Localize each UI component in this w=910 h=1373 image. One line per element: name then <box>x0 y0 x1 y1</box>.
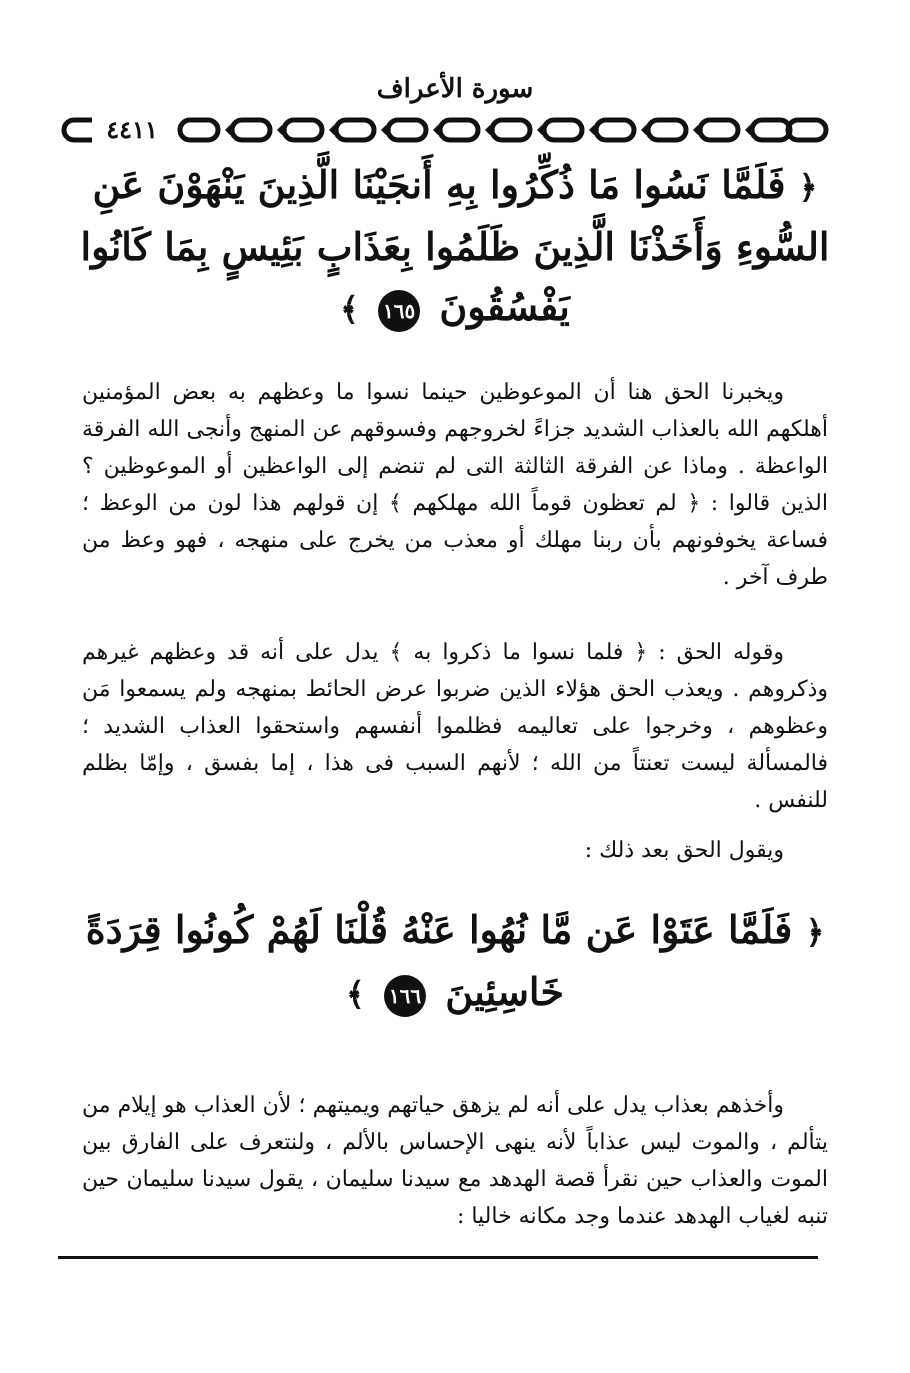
commentary-paragraph: ويقول الحق بعد ذلك : <box>584 838 784 863</box>
quran-verse-166 <box>70 900 840 1024</box>
verse-text: فَلَمَّا نَسُوا مَا ذُكِّرُوا بِهِ أَنجَيْنَا الَّذِينَ يَنْهَوْنَ عَنِ السُّوءِ وَأَخَذْنَا الَّذِينَ ظَلَمُوا بِعَذَابٍ بَئِيسٍ بِمَا كَانُوا يَفْسُقُونَ <box>80 162 830 329</box>
surah-title: سورة الأعراف <box>376 74 534 104</box>
verse-close-ornament: ﴾ <box>340 290 359 328</box>
verse-text: فَلَمَّا عَتَوْا عَن مَّا نُهُوا عَنْهُ قُلْنَا لَهُمْ كُونُوا قِرَدَةً خَاسِئِينَ <box>85 907 793 1014</box>
verse-close-ornament: ﴾ <box>346 975 365 1013</box>
verse-open-ornament: ﴿ <box>798 168 818 206</box>
page-number: ٤٤١١ <box>92 112 172 146</box>
commentary-paragraph: وقوله الحق : ﴿ فلما نسوا ما ذكروا به ﴾ يدل على أنه قد وعظهم غيرهم وذكروهم . ويعذب الحق هؤلاء الذين ضربوا عرض الحائط بمنهجه ولم يسمعوا مَن وعظوهم ، وخرجوا على تعاليمه فظلموا أنفسهم واستحقوا العذاب الشديد ؛ فالمسألة ليست تعنتاً من الله ؛ لأنهم السبب فى هذا ، إما بفسق ، وإمّا بظلم للنفس . <box>82 640 828 813</box>
commentary-paragraph: وأخذهم بعذاب يدل على أنه لم يزهق حياتهم ويميتهم ؛ لأن العذاب هو إيلام من يتألم ، والموت ليس عذاباً لأنه ينهى الإحساس بالألم ، ولنتعرف على الفارق بين الموت والعذاب حين نقرأ قصة الهدهد مع سيدنا سليمان ، يقول سيدنا سليمان حين تنبه لغياب الهدهد عندما وجد مكانه خاليا : <box>82 1093 828 1229</box>
quran-verse-165 <box>70 155 840 339</box>
footer-rule <box>58 1256 818 1259</box>
verse-open-ornament: ﴿ <box>805 913 825 951</box>
commentary-paragraph: ويخبرنا الحق هنا أن الموعوظين حينما نسوا ما وعظهم به بعض المؤمنين أهلكهم الله بالعذاب الشديد جزاءً لخروجهم وفسوقهم عن المنهج وأنجى الله الفرقة الواعظة . وماذا عن الفرقة الثالثة التى لم تنضم إلى الواعظين أو الموعوظين ؟ الذين قالوا : ﴿ لم تعظون قوماً الله مهلكهم ﴾ إن قولهم هذا لون من الوعظ ؛ فساعة يخوفونهم بأن ربنا مهلك أو معذب من يخرج على منهجه ، فهو وعظ من طرف آخر . <box>82 380 828 590</box>
ayah-number-badge: ١٦٥ <box>378 290 420 332</box>
chain-ornament-border <box>60 112 830 148</box>
ayah-number-badge: ١٦٦ <box>384 975 426 1017</box>
